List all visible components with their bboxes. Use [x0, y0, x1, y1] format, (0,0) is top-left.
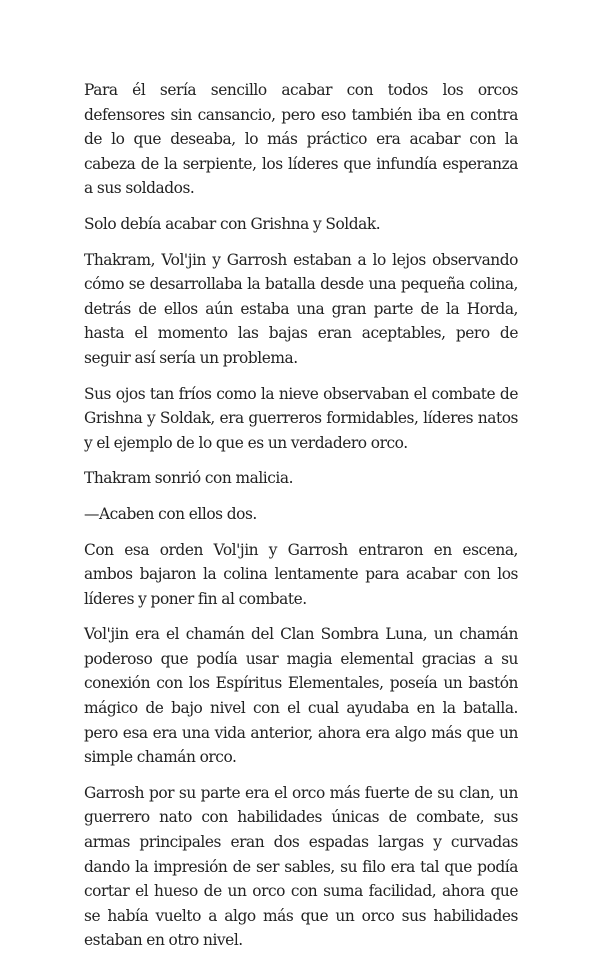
paragraph: Solo debía acabar con Grishna y Soldak. — [84, 214, 381, 233]
paragraph: Con esa orden Vol'jin y Garrosh entraron en escena, ambos bajaron la colina lentamente para acabar con los líderes y poner fin al combate. — [84, 540, 518, 608]
paragraph: Thakram, Vol'jin y Garrosh estaban a lo lejos observando cómo se desarrollaba la batalla desde una pequeña colina, detrás de ellos aún estaba una gran parte de la Horda, hasta el momento las bajas eran aceptables, pero de seguir así sería un problema. — [84, 250, 518, 367]
paragraph: Garrosh por su parte era el orco más fuerte de su clan, un guerrero nato con habilidades únicas de combate, sus armas principales eran dos espadas largas y curvadas dando la impresión de ser sables, su filo era tal que podía cortar el hueso de un orco con suma facilidad, ahora que se había vuelto a algo más que un orco sus habilidades estaban en otro nivel. — [84, 783, 518, 950]
dialogue-line: —Acaben con ellos dos. — [84, 504, 257, 523]
paragraph: Thakram sonrió con malicia. — [84, 469, 294, 488]
book-page-text — [84, 78, 518, 964]
paragraph: Sus ojos tan fríos como la nieve observaban el combate de Grishna y Soldak, era guerreros formidables, líderes natos y el ejemplo de lo que es un verdadero orco. — [84, 384, 518, 452]
paragraph: Para él sería sencillo acabar con todos los orcos defensores sin cansancio, pero eso también iba en contra de lo que deseaba, lo más práctico era acabar con la cabeza de la serpiente, los líderes que infundía esperanza a sus soldados. — [84, 81, 518, 198]
paragraph: Vol'jin era el chamán del Clan Sombra Luna, un chamán poderoso que podía usar magia elemental gracias a su conexión con los Espíritus Elementales, poseía un bastón mágico de bajo nivel con el cual ayudaba en la batalla. pero esa era una vida anterior, ahora era algo más que un simple chamán orco. — [84, 625, 518, 767]
